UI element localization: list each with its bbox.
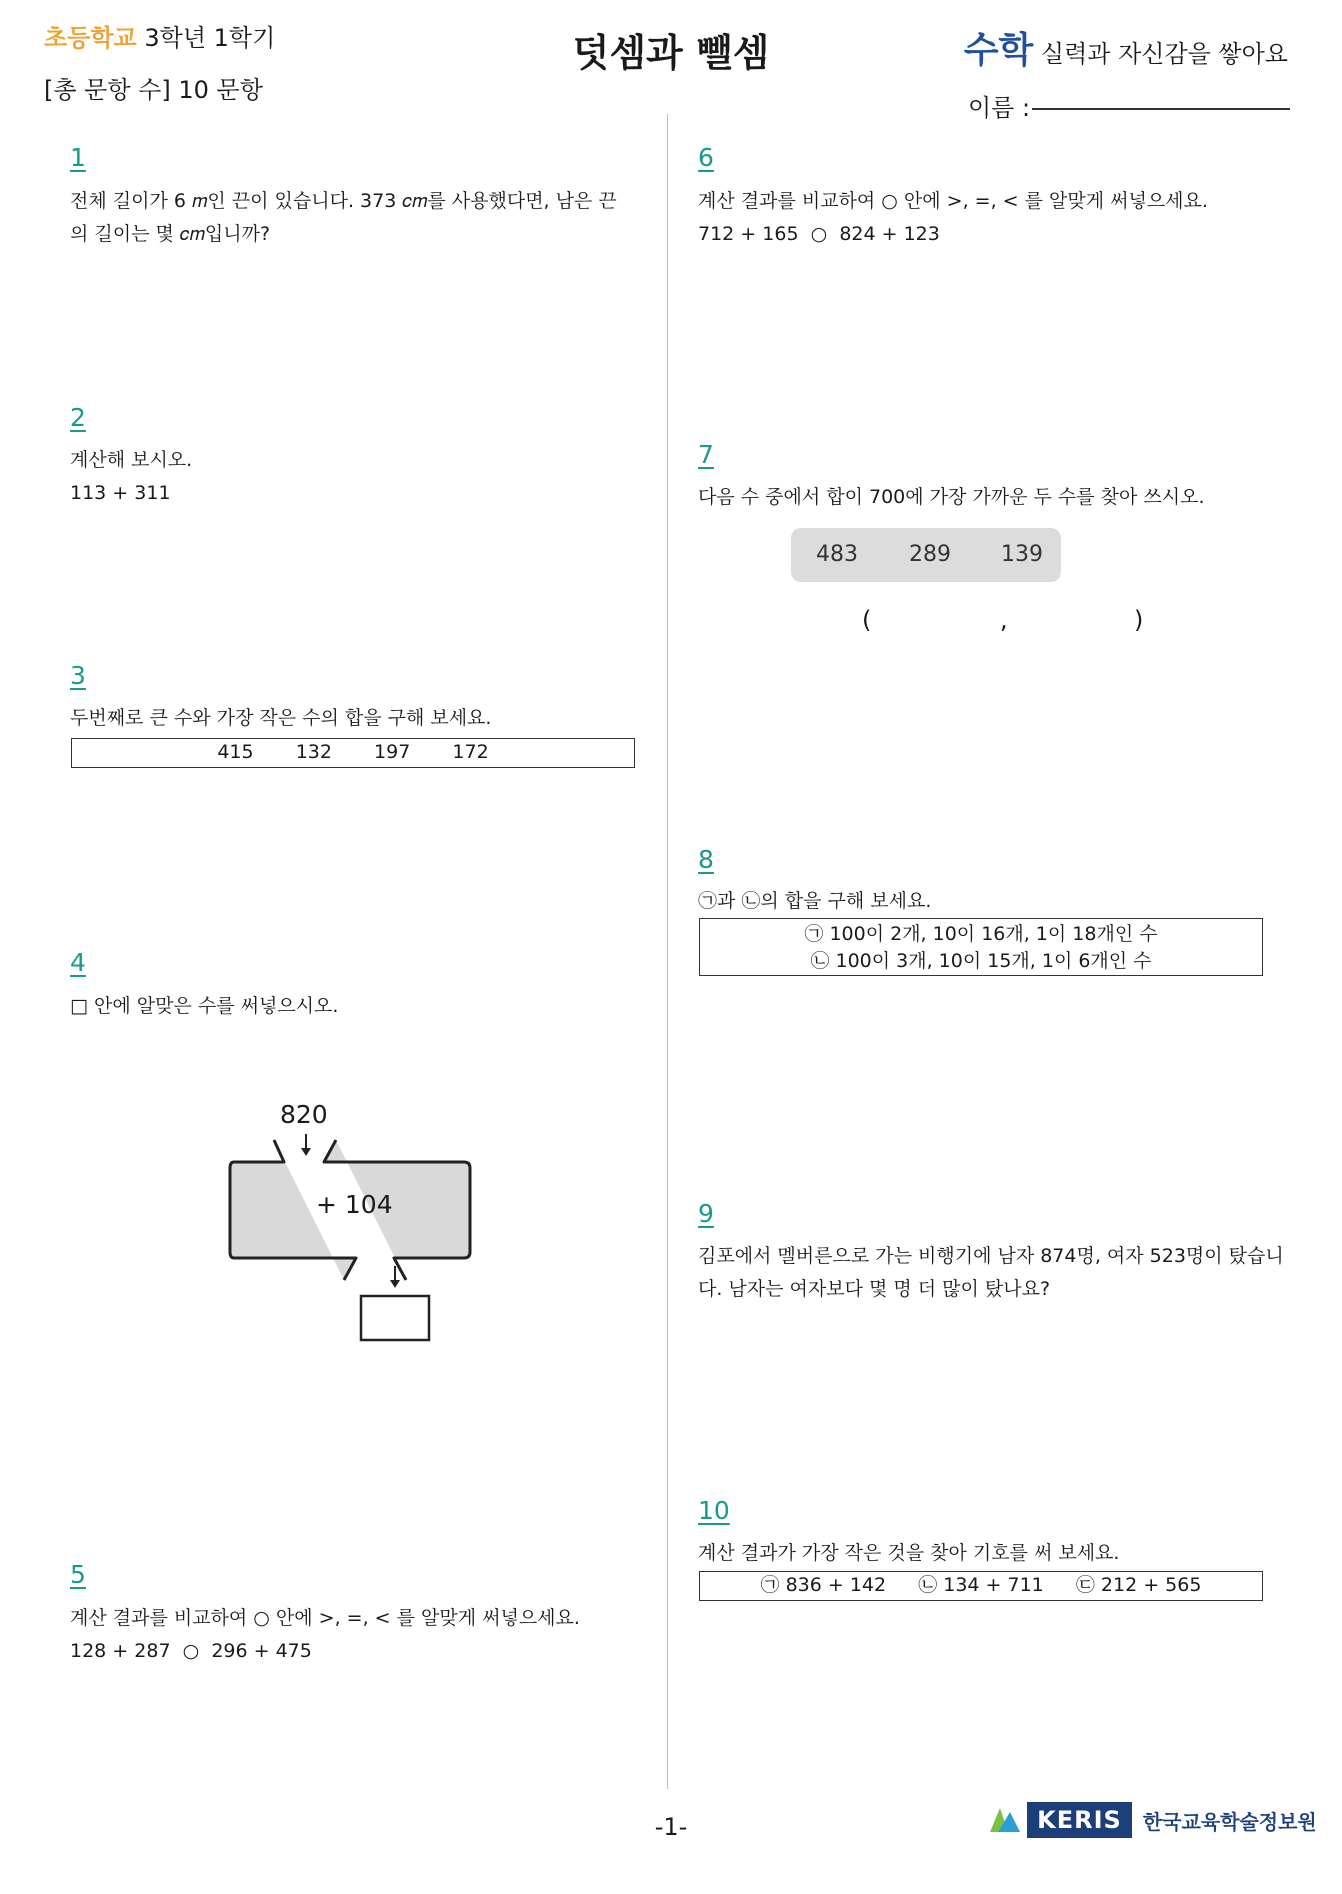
- q3-value-3: 197: [374, 741, 411, 763]
- keris-logo: [986, 1802, 1317, 1838]
- answer-box: [361, 1296, 429, 1340]
- question-8-info-box: [699, 918, 1263, 976]
- q10-choice-c: ㉢ 212 + 565: [1075, 1574, 1202, 1596]
- q6-left: 712 + 165: [698, 223, 799, 245]
- question-2-text: [70, 444, 192, 510]
- q3-value-2: 132: [295, 741, 332, 763]
- keris-mark-icon: [986, 1802, 1022, 1838]
- question-4-number: 4: [70, 948, 86, 977]
- q7-value-2: 289: [909, 542, 951, 567]
- question-7-text: 다음 수 중에서 합이 700에 가장 가까운 두 수를 찾아 쓰시오.: [698, 486, 1205, 508]
- q7-answer-comma: ,: [1000, 606, 1008, 634]
- question-9-number: 9: [698, 1199, 714, 1228]
- keris-badge: KERIS: [1027, 1802, 1132, 1838]
- question-2-expression: 113 + 311: [70, 482, 171, 504]
- question-9-text: [698, 1240, 1284, 1306]
- q6-compare-circle[interactable]: ○: [810, 223, 828, 245]
- page-number: -1-: [654, 1813, 688, 1841]
- q7-value-3: 139: [1001, 542, 1043, 567]
- question-10-text: 계산 결과가 가장 작은 것을 찾아 기호를 써 보세요.: [698, 1542, 1120, 1564]
- question-2-number: 2: [70, 403, 86, 432]
- question-1-line2: 의 길이는 몇 𝑐𝑚입니까?: [70, 223, 271, 245]
- question-3-text: 두번째로 큰 수와 가장 작은 수의 합을 구해 보세요.: [70, 707, 492, 729]
- machine-operation: + 104: [316, 1190, 393, 1219]
- subject-label: 수학: [963, 30, 1034, 71]
- question-10-choice-box: [699, 1571, 1263, 1601]
- q5-compare-circle[interactable]: ○: [182, 1640, 200, 1662]
- page-title: 덧셈과 뺄셈: [572, 31, 770, 75]
- question-9-line1: 김포에서 멜버른으로 가는 비행기에 남자 874명, 여자 523명이 탔습니: [698, 1245, 1284, 1267]
- q8-box-line1: ㉠ 100이 2개, 10이 16개, 1이 18개인 수: [804, 923, 1158, 945]
- question-3-number-box: [71, 738, 635, 768]
- q10-choice-a: ㉠ 836 + 142: [760, 1574, 887, 1596]
- question-6-number: 6: [698, 143, 714, 172]
- school-label: 초등학교: [44, 24, 137, 52]
- question-1-number: 1: [70, 143, 86, 172]
- q8-box-line2: ㉡ 100이 3개, 10이 15개, 1이 6개인 수: [810, 950, 1152, 972]
- question-2-line1: 계산해 보시오.: [70, 449, 193, 471]
- q3-value-1: 415: [217, 741, 254, 763]
- question-7-number: 7: [698, 440, 714, 469]
- question-4-text: □ 안에 알맞은 수를 써넣으시오.: [70, 995, 339, 1017]
- q7-answer-close-paren: ): [1134, 606, 1144, 634]
- input-arrow: [301, 1134, 311, 1156]
- q3-value-4: 172: [452, 741, 489, 763]
- question-6-text: [698, 185, 1208, 251]
- function-machine-diagram: [220, 1130, 480, 1350]
- question-5-number: 5: [70, 1560, 86, 1589]
- q7-answer-open-paren: (: [862, 606, 872, 634]
- q6-right: 824 + 123: [839, 223, 940, 245]
- name-input-line[interactable]: [1032, 108, 1290, 110]
- column-divider: [667, 114, 668, 1789]
- q10-choice-b: ㉡ 134 + 711: [918, 1574, 1044, 1596]
- question-5-text: [70, 1602, 580, 1668]
- question-1-line1: 전체 길이가 6 𝑚인 끈이 있습니다. 373 𝑐𝑚를 사용했다면, 남은 끈: [70, 190, 617, 212]
- q5-left: 128 + 287: [70, 1640, 171, 1662]
- question-8-text: ㉠과 ㉡의 합을 구해 보세요.: [698, 890, 932, 912]
- name-label: 이름 :: [968, 94, 1031, 122]
- question-6-line1: 계산 결과를 비교하여 ○ 안에 >, =, < 를 알맞게 써넣으세요.: [698, 190, 1208, 212]
- question-5-line1: 계산 결과를 비교하여 ○ 안에 >, =, < 를 알맞게 써넣으세요.: [70, 1607, 580, 1629]
- question-3-number: 3: [70, 661, 86, 690]
- question-10-number: 10: [698, 1496, 730, 1525]
- question-8-number: 8: [698, 845, 714, 874]
- machine-input-value: 820: [280, 1100, 328, 1129]
- question-5-expression: [70, 1635, 580, 1668]
- q5-right: 296 + 475: [211, 1640, 312, 1662]
- q7-value-1: 483: [816, 542, 858, 567]
- keris-org-name: 한국교육학술정보원: [1142, 1809, 1317, 1834]
- subject-slogan: [964, 22, 1288, 73]
- question-7-number-box: [791, 528, 1061, 582]
- grade-label: 3학년 1학기: [144, 24, 276, 52]
- slogan: 실력과 자신감을 쌓아요: [1040, 40, 1288, 68]
- question-1-text: [70, 185, 617, 251]
- question-9-line2: 다. 남자는 여자보다 몇 명 더 많이 탔나요?: [698, 1278, 1051, 1300]
- question-count: [총 문항 수] 10 문항: [44, 76, 263, 104]
- question-6-expression: [698, 218, 1208, 251]
